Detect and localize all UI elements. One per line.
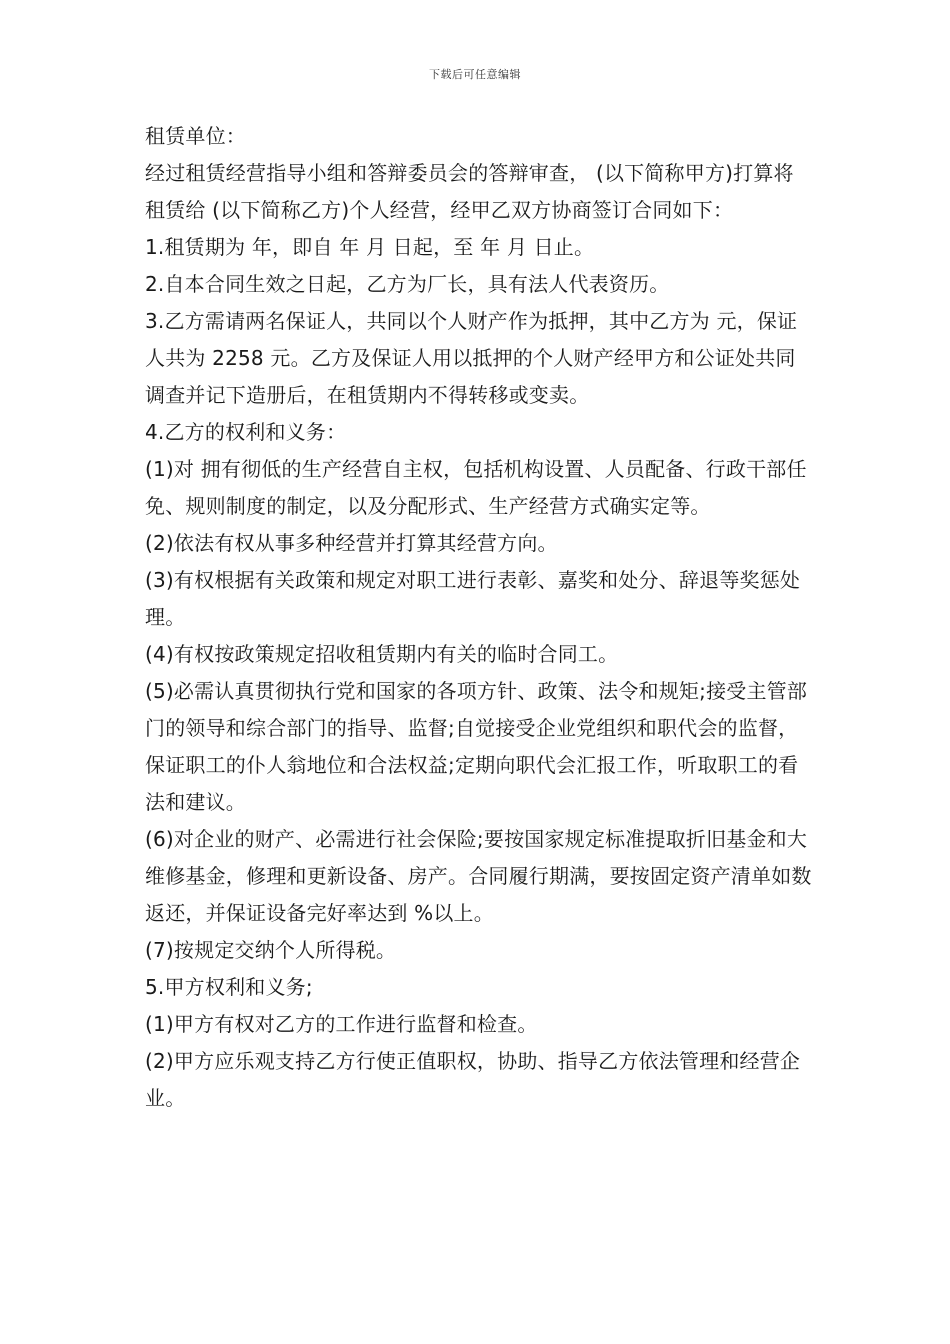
paragraph-clause-4-item-2: (2)依法有权从事多种经营并打算其经营方向。 — [145, 531, 558, 555]
paragraph-clause-4-item-7: (7)按规定交纳个人所得税。 — [145, 938, 397, 962]
paragraph-clause-4-heading: 4.乙方的权利和义务： — [145, 420, 347, 444]
paragraph-clause-1: 1.租赁期为 年，即自 年 月 日起，至 年 月 日止。 — [145, 235, 595, 259]
page-header: 下载后可任意编辑 — [429, 68, 521, 81]
paragraph-clause-4-item-4: (4)有权按政策规定招收租赁期内有关的临时合同工。 — [145, 642, 619, 666]
paragraph-clause-4-item-5: (5)必需认真贯彻执行党和国家的各项方针、政策、法令和规矩;接受主管部门的领导和综合部门的指导、监督;自觉接受企业党组织和职代会的监督，保证职工的仆人翁地位和合法权益;定期向职代会汇报工作，听取职工的看法和建议。 — [145, 679, 808, 814]
paragraph-clause-5-heading: 5.甲方权利和义务; — [145, 975, 313, 999]
paragraph-clause-3: 3.乙方需请两名保证人，共同以个人财产作为抵押，其中乙方为 元，保证人共为 2258 元。乙方及保证人用以抵押的个人财产经甲方和公证处共同调查并记下造册后，在租赁期内不得转移或变卖。 — [145, 309, 798, 407]
paragraph-clause-5-item-1: (1)甲方有权对乙方的工作进行监督和检查。 — [145, 1012, 538, 1036]
paragraph-clause-4-item-1: (1)对 拥有彻低的生产经营自主权，包括机构设置、人员配备、行政干部任免、规则制度的制定，以及分配形式、生产经营方式确实定等。 — [145, 457, 807, 518]
paragraph-clause-5-item-2: (2)甲方应乐观支持乙方行使正值职权，协助、指导乙方依法管理和经营企业。 — [145, 1049, 801, 1110]
paragraph-clause-4-item-6: (6)对企业的财产、必需进行社会保险;要按国家规定标准提取折旧基金和大维修基金，修理和更新设备、房产。合同履行期满，要按固定资产清单如数返还，并保证设备完好率达到 %以上。 — [145, 827, 812, 925]
paragraph-intro: 经过租赁经营指导小组和答辩委员会的答辩审查， (以下简称甲方)打算将 租赁给 (以下简称乙方)个人经营，经甲乙双方协商签订合同如下： — [145, 161, 794, 222]
paragraph-lessor-unit: 租赁单位： — [145, 124, 246, 148]
paragraph-clause-4-item-3: (3)有权根据有关政策和规定对职工进行表彰、嘉奖和处分、辞退等奖惩处理。 — [145, 568, 801, 629]
document-body — [145, 118, 815, 1117]
paragraph-clause-2: 2.自本合同生效之日起，乙方为厂长，具有法人代表资历。 — [145, 272, 670, 296]
